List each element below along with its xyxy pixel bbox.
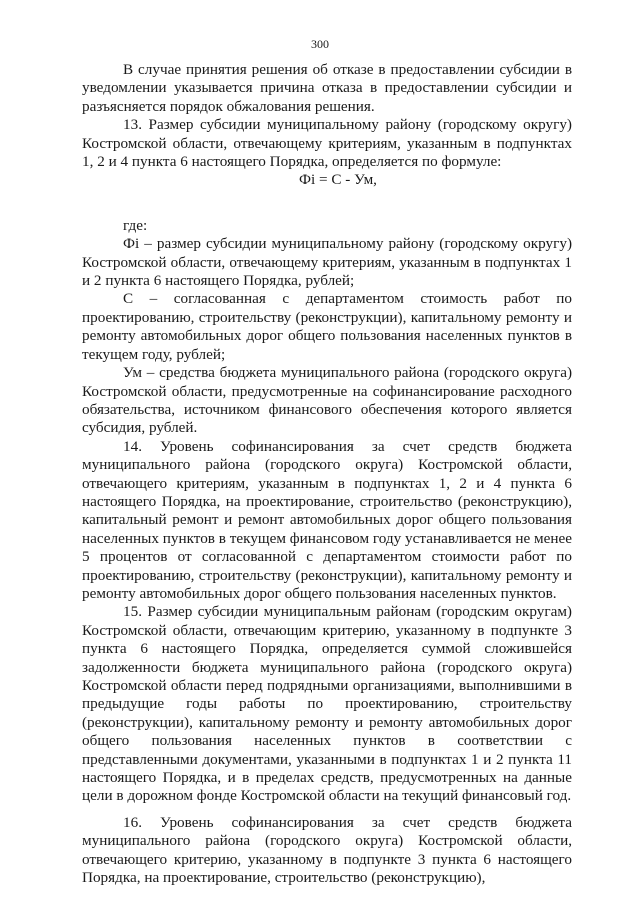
definition-c: С – согласованная с департаментом стоимость работ по проектированию, строительству (реконструкции), капитальному ремонту и ремонту автомобильных дорог общего пользования населенных пунктов в текущем году, рублей;	[82, 290, 572, 363]
paragraph-15: 15. Размер субсидии муниципальным районам (городским округам) Костромской области, отвечающим критерию, указанному в подпункте 3 пункта 6 настоящего Порядка, определяется суммой сложившейся задолженности бюджета муниципального района (городского округа) Костромской области перед подрядными организациями, выполнившими в предыдущие годы работы по проектированию, строительству (реконструкции), капитальному ремонту и ремонту автомобильных дорог общего пользования населенных пунктов в соответствии с представленными документами, указанными в подпунктах 1 и 2 пункта 11 настоящего Порядка, и в пределах средств, предусмотренных на данные цели в дорожном фонде Костромской области на текущий финансовый год.	[82, 603, 572, 805]
formula: Фi = С - Ум,	[299, 171, 377, 189]
where-label: где:	[123, 216, 148, 234]
spacer	[82, 209, 572, 217]
paragraph-16: 16. Уровень софинансирования за счет средств бюджета муниципального района (городского округа) Костромской области, отвечающего критерию, указанному в подпункте 3 пункта 6 настоящего Порядка, на проектирование, строительство (реконструкцию),	[82, 813, 572, 887]
definition-um: Ум – средства бюджета муниципального района (городского округа) Костромской области, предусмотренные на софинансирование расходного обязательства, источником финансового обеспечения которого является субсидия, рублей.	[82, 364, 572, 437]
paragraph-14: 14. Уровень софинансирования за счет средств бюджета муниципального района (городского округа) Костромской области, отвечающего критериям, указанным в подпунктах 1, 2 и 4 пункта 6 настоящего Порядка, на проектирование, строительство (реконструкцию), капитальный ремонт и ремонт автомобильных дорог общего пользования населенных пунктов в текущем финансовом году устанавливается не менее 5 процентов от согласованной с департаментом стоимости работ по проектированию, строительству (реконструкции), капитальному ремонту и ремонту автомобильных дорог общего пользования населенных пунктов.	[82, 437, 572, 602]
spacer	[82, 806, 572, 814]
definition-fi: Фi – размер субсидии муниципальному району (городскому округу) Костромской области, отвечающему критериям, указанным в подпунктах 1 и 2 пункта 6 настоящего Порядка, рублей;	[82, 235, 572, 290]
page-body	[82, 61, 572, 887]
paragraph-13: 13. Размер субсидии муниципальному району (городскому округу) Костромской области, отвечающему критериям, указанным в подпунктах 1, 2 и 4 пункта 6 настоящего Порядка, определяется по формуле:	[82, 116, 572, 171]
page-number: 300	[311, 37, 329, 51]
spacer	[82, 190, 572, 209]
paragraph-refusal: В случае принятия решения об отказе в предоставлении субсидии в уведомлении указывается причина отказа в предоставлении субсидии и разъясняется порядок обжалования решения.	[82, 61, 572, 115]
